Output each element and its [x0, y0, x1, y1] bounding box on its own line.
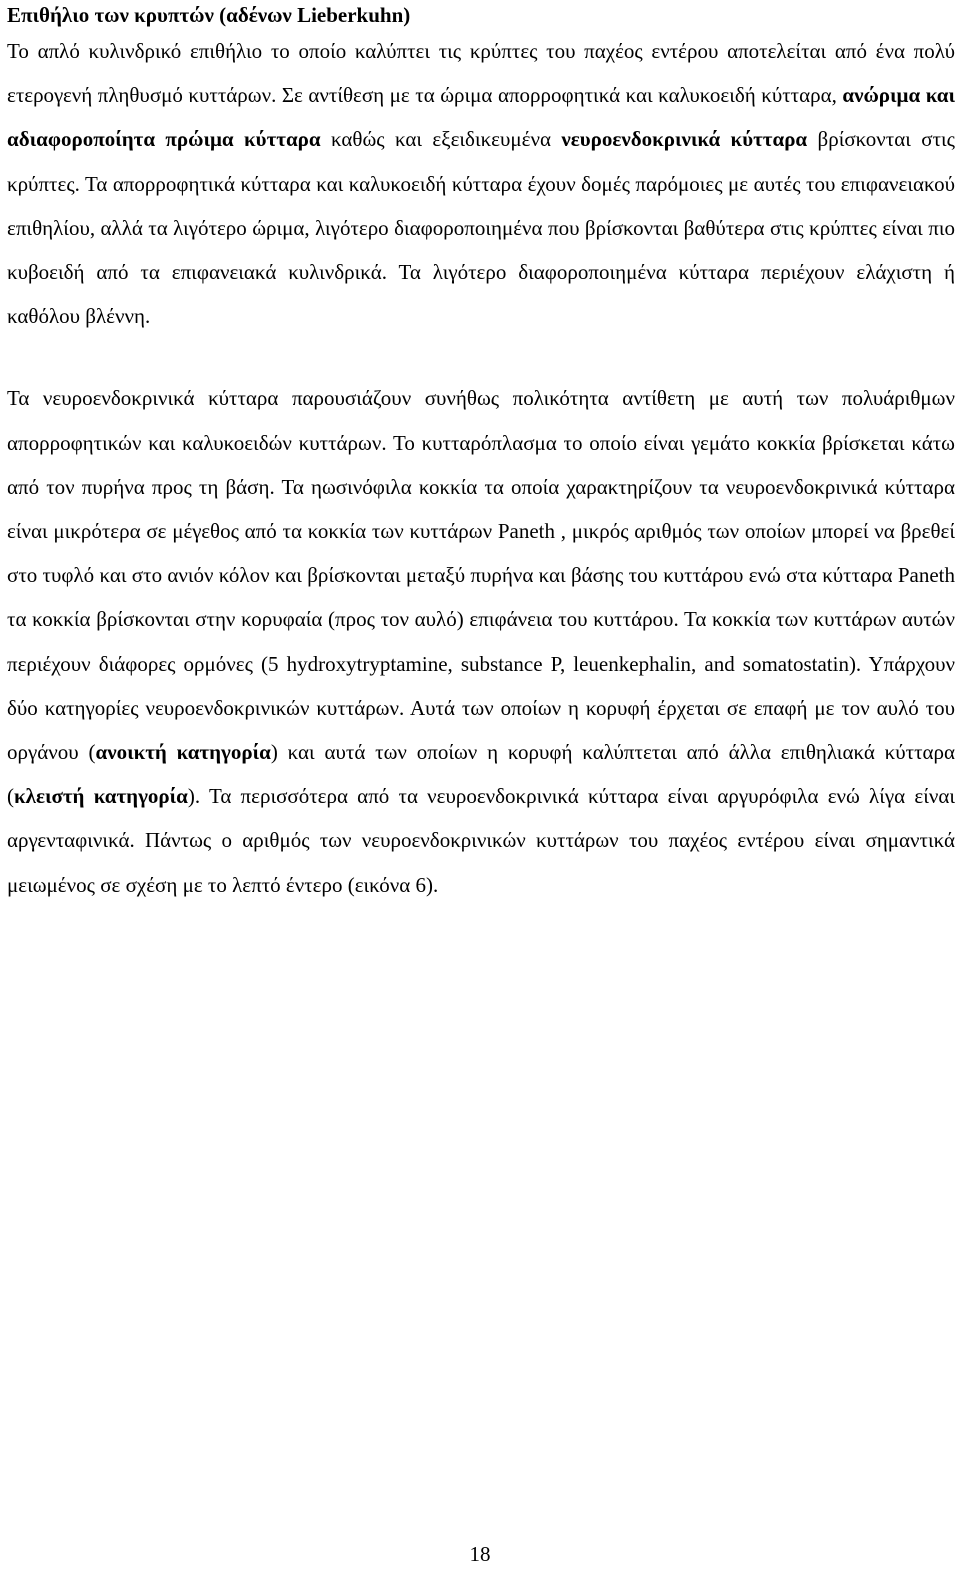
section-heading: Επιθήλιο των κρυπτών (αδένων Lieberkuhn): [7, 3, 411, 27]
paragraph-text: βρίσκονται στις κρύπτες. Τα απορροφητικά κύτταρα και καλυκοειδή κύτταρα έχουν δομές παρόμοιες με αυτές του επιφανειακού επιθηλίου, αλλά τα λιγότερο ώριμα, λιγότερο διαφοροποιημένα που βρίσκονται βαθύτερα στις κρύπτες είναι πιο κυβοειδή από τα επιφανειακά κυλινδρικά. Τα λιγότερο διαφοροποιημένα κύτταρα περιέχουν ελάχιστη ή καθόλου βλέννη.: [7, 127, 955, 329]
paragraph-neuroendocrine-cells: [7, 376, 955, 906]
document-page: [7, 0, 955, 907]
paragraph-text: Τα νευροενδοκρινικά κύτταρα παρουσιάζουν συνήθως πολικότητα αντίθετη με αυτή των πολυάριθμων απορροφητικών και καλυκοειδών κυττάρων. Το κυτταρόπλασμα το οποίο είναι γεμάτο κοκκία βρίσκεται κάτω από τον πυρήνα προς τη βάση. Τα ηωσινόφιλα κοκκία τα οποία χαρακτηρίζουν τα νευροενδοκρινικά κύτταρα είναι μικρότερα σε μέγεθος από τα κοκκία των κυττάρων Paneth , μικρός αριθμός των οποίων μπορεί να βρεθεί στο τυφλό και στο ανιόν κόλον και βρίσκονται μεταξύ πυρήνα και βάσης του κυττάρου ενώ στα κύτταρα Paneth τα κοκκία βρίσκονται στην κορυφαία (προς τον αυλό) επιφάνεια του κυττάρου. Τα κοκκία των κυττάρων αυτών περιέχουν διάφορες ορμόνες (5 hydroxytryptamine, substance P, leuenkephalin, and somatostatin). Υπάρχουν δύο κατηγορίες νευροενδοκρινικών κυττάρων. Αυτά των οποίων η κορυφή έρχεται σε επαφή με τον αυλό του οργάνου (: [7, 386, 955, 765]
paragraph-text: Το απλό κυλινδρικό επιθήλιο το οποίο καλύπτει τις κρύπτες του παχέος εντέρου αποτελείται από ένα πολύ ετερογενή πληθυσμό κυττάρων. Σε αντίθεση με τα ώριμα απορροφητικά και καλυκοειδή κύτταρα,: [7, 39, 955, 108]
bold-term: κλειστή κατηγορία: [14, 784, 188, 809]
page-number: 18: [469, 1542, 491, 1566]
paragraph-crypt-epithelium: [7, 29, 955, 338]
paragraph-text: ). Τα περισσότερα από τα νευροενδοκρινικά κύτταρα είναι αργυρόφιλα ενώ λίγα είναι αργενταφινικά. Πάντως ο αριθμός των νευροενδοκρινικών κυττάρων του παχέος εντέρου είναι σημαντικά μειωμένος σε σχέση με το λεπτό έντερο (εικόνα 6).: [7, 784, 955, 897]
bold-term: ανοικτή κατηγορία: [95, 740, 271, 765]
paragraph-text: ) και αυτά των οποίων η κορυφή καλύπτεται από άλλα επιθηλιακά κύτταρα (: [7, 740, 956, 809]
paragraph-text: καθώς και εξειδικευμένα: [320, 127, 562, 152]
bold-term: ανώριμα και αδιαφοροποίητα πρώιμα κύτταρα: [7, 83, 955, 152]
bold-term: νευροενδοκρινικά κύτταρα: [561, 127, 808, 152]
